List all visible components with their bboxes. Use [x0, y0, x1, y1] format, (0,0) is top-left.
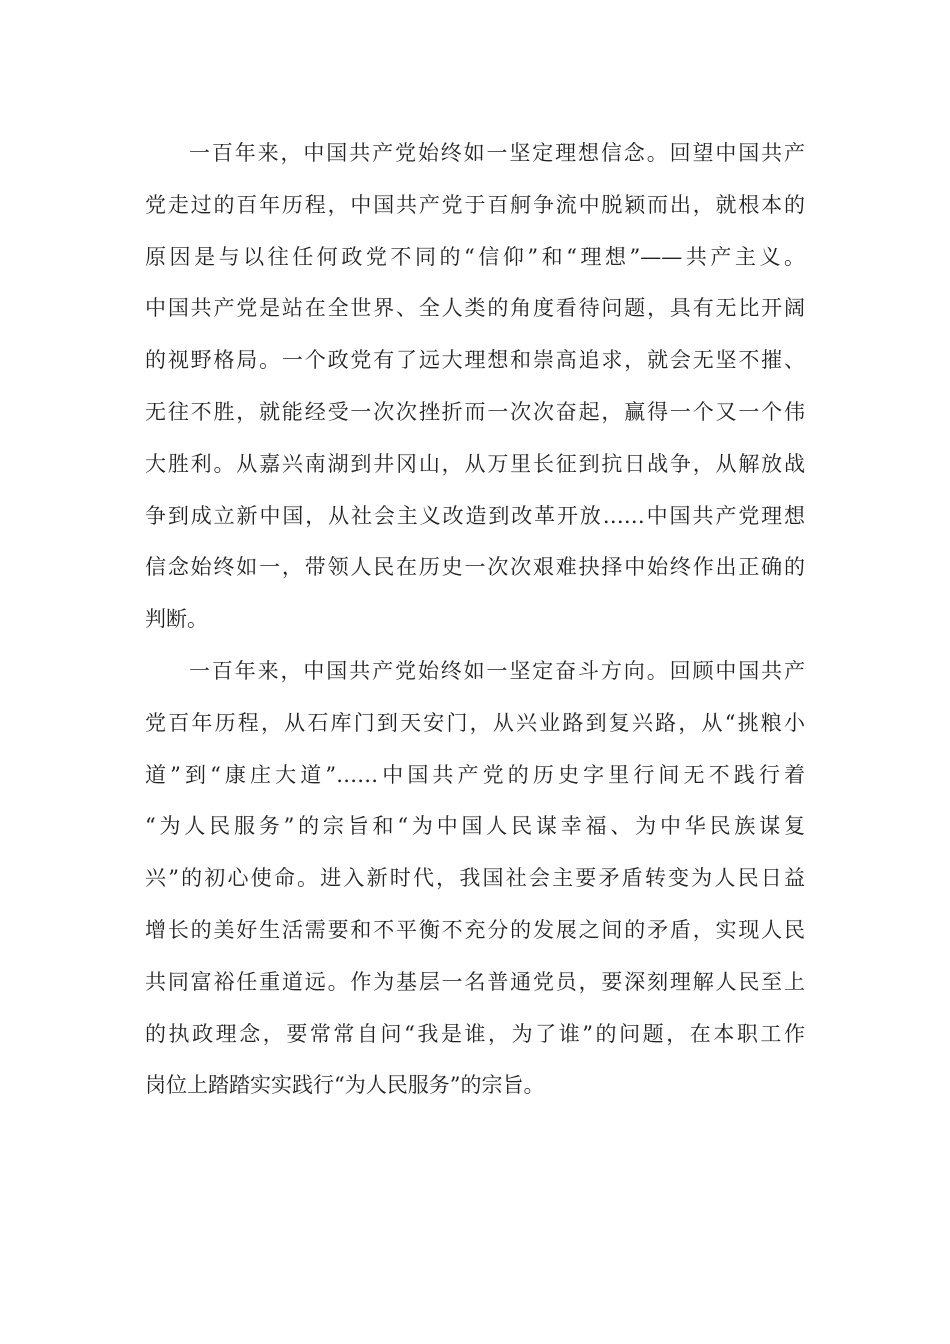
paragraph-line: 增长的美好生活需要和不平衡不充分的发展之间的矛盾，实现人民 [145, 917, 805, 942]
paragraph-line: 岗位上踏踏实实践行“为人民服务”的宗旨。 [145, 1073, 545, 1098]
paragraph-line: 的视野格局。一个政党有了远大理想和崇高追求，就会无坚不摧、 [145, 348, 805, 373]
paragraph-line: 争到成立新中国，从社会主义改造到改革开放……中国共产党理想 [145, 503, 805, 528]
paragraph-1 [145, 128, 805, 646]
paragraph-line: 无往不胜，就能经受一次次挫折而一次次奋起，赢得一个又一个伟 [145, 399, 805, 424]
paragraph-line: 一百年来，中国共产党始终如一坚定奋斗方向。回顾中国共产 [189, 658, 805, 683]
paragraph-line: 的执政理念，要常常自问“我是谁，为了谁”的问题，在本职工作 [145, 1021, 805, 1046]
paragraph-line: 大胜利。从嘉兴南湖到井冈山，从万里长征到抗日战争，从解放战 [145, 451, 805, 476]
paragraph-line: 中国共产党是站在全世界、全人类的角度看待问题，具有无比开阔 [145, 296, 805, 321]
paragraph-line: 兴”的初心使命。进入新时代，我国社会主要矛盾转变为人民日益 [145, 866, 805, 891]
paragraph-line: 党走过的百年历程，中国共产党于百舸争流中脱颖而出，就根本的 [145, 192, 805, 217]
document-page [145, 128, 805, 1112]
paragraph-line: 判断。 [145, 607, 208, 632]
paragraph-line: “为人民服务”的宗旨和“为中国人民谋幸福、为中华民族谋复 [145, 814, 805, 839]
paragraph-line: 党百年历程，从石库门到天安门，从兴业路到复兴路，从“挑粮小 [145, 710, 805, 735]
paragraph-line: 信念始终如一，带领人民在历史一次次艰难抉择中始终作出正确的 [145, 555, 805, 580]
paragraph-line: 原因是与以往任何政党不同的“信仰”和“理想”——共产主义。 [145, 244, 805, 269]
paragraph-line: 共同富裕任重道远。作为基层一名普通党员，要深刻理解人民至上 [145, 969, 805, 994]
paragraph-2 [145, 646, 805, 1112]
paragraph-line: 一百年来，中国共产党始终如一坚定理想信念。回望中国共产 [189, 141, 805, 165]
paragraph-line: 道”到“康庄大道”……中国共产党的历史字里行间无不践行着 [145, 762, 805, 787]
